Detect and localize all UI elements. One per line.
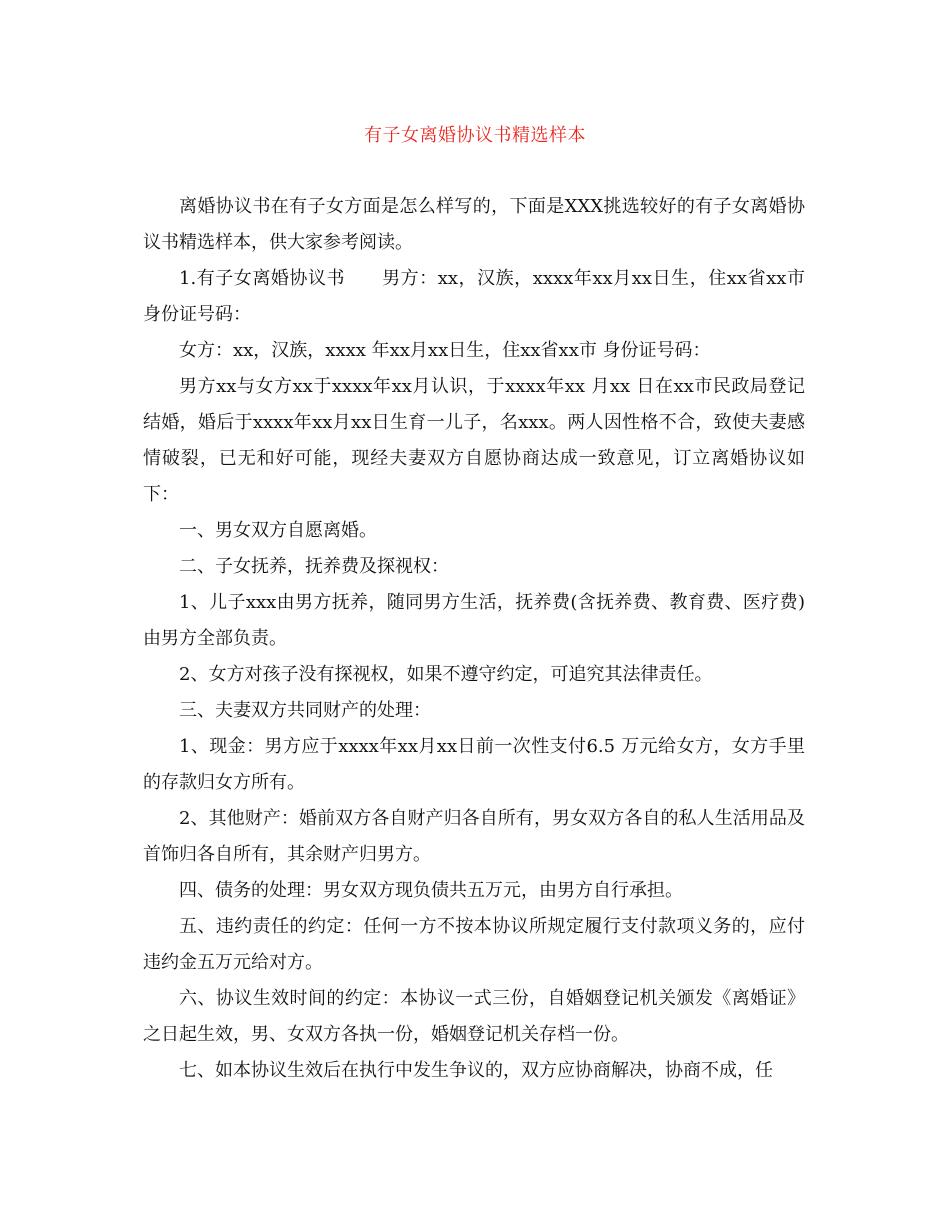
paragraph-intro: 离婚协议书在有子女方面是怎么样写的，下面是XXX挑选较好的有子女离婚协议书精选样本，供大家参考阅读。	[143, 196, 805, 253]
document-body	[143, 189, 805, 1089]
paragraph-clause-2: 二、子女抚养，抚养费及探视权：	[179, 556, 449, 577]
paragraph-clause-6: 六、协议生效时间的约定：本协议一式三份，自婚姻登记机关颁发《离婚证》之日起生效，男、女双方各执一份，婚姻登记机关存档一份。	[143, 988, 805, 1045]
paragraph-clause-5: 五、违约责任的约定：任何一方不按本协议所规定履行支付款项义务的，应付违约金五万元给对方。	[143, 916, 805, 973]
paragraph-man-info: 1.有子女离婚协议书 男方：xx，汉族，xxxx年xx月xx日生，住xx省xx市 身份证号码：	[143, 268, 805, 325]
paragraph-clause-7: 七、如本协议生效后在执行中发生争议的，双方应协商解决，协商不成，任	[179, 1060, 773, 1081]
paragraph-clause-2-1: 1、儿子xxx由男方抚养，随同男方生活，抚养费(含抚养费、教育费、医疗费)由男方全部负责。	[143, 592, 805, 649]
paragraph-clause-4: 四、债务的处理：男女双方现负债共五万元，由男方自行承担。	[179, 880, 683, 901]
paragraph-clause-3-2: 2、其他财产：婚前双方各自财产归各自所有，男女双方各自的私人生活用品及首饰归各自所有，其余财产归男方。	[143, 808, 805, 865]
paragraph-clause-1: 一、男女双方自愿离婚。	[179, 520, 377, 541]
paragraph-clause-3-1: 1、现金：男方应于xxxx年xx月xx日前一次性支付6.5 万元给女方，女方手里的存款归女方所有。	[143, 736, 805, 793]
paragraph-clause-3: 三、夫妻双方共同财产的处理：	[179, 700, 431, 721]
paragraph-woman-info: 女方：xx，汉族，xxxx 年xx月xx日生，住xx省xx市 身份证号码：	[179, 340, 711, 361]
paragraph-clause-2-2: 2、女方对孩子没有探视权，如果不遵守约定，可追究其法律责任。	[179, 664, 713, 685]
paragraph-background: 男方xx与女方xx于xxxx年xx月认识，于xxxx年xx 月xx 日在xx市民政局登记结婚，婚后于xxxx年xx月xx日生育一儿子，名xxx。两人因性格不合，致使夫妻感情破裂，已无和好可能，现经夫妻双方自愿协商达成一致意见，订立离婚协议如下：	[143, 376, 805, 505]
document-title: 有子女离婚协议书精选样本	[364, 125, 586, 146]
